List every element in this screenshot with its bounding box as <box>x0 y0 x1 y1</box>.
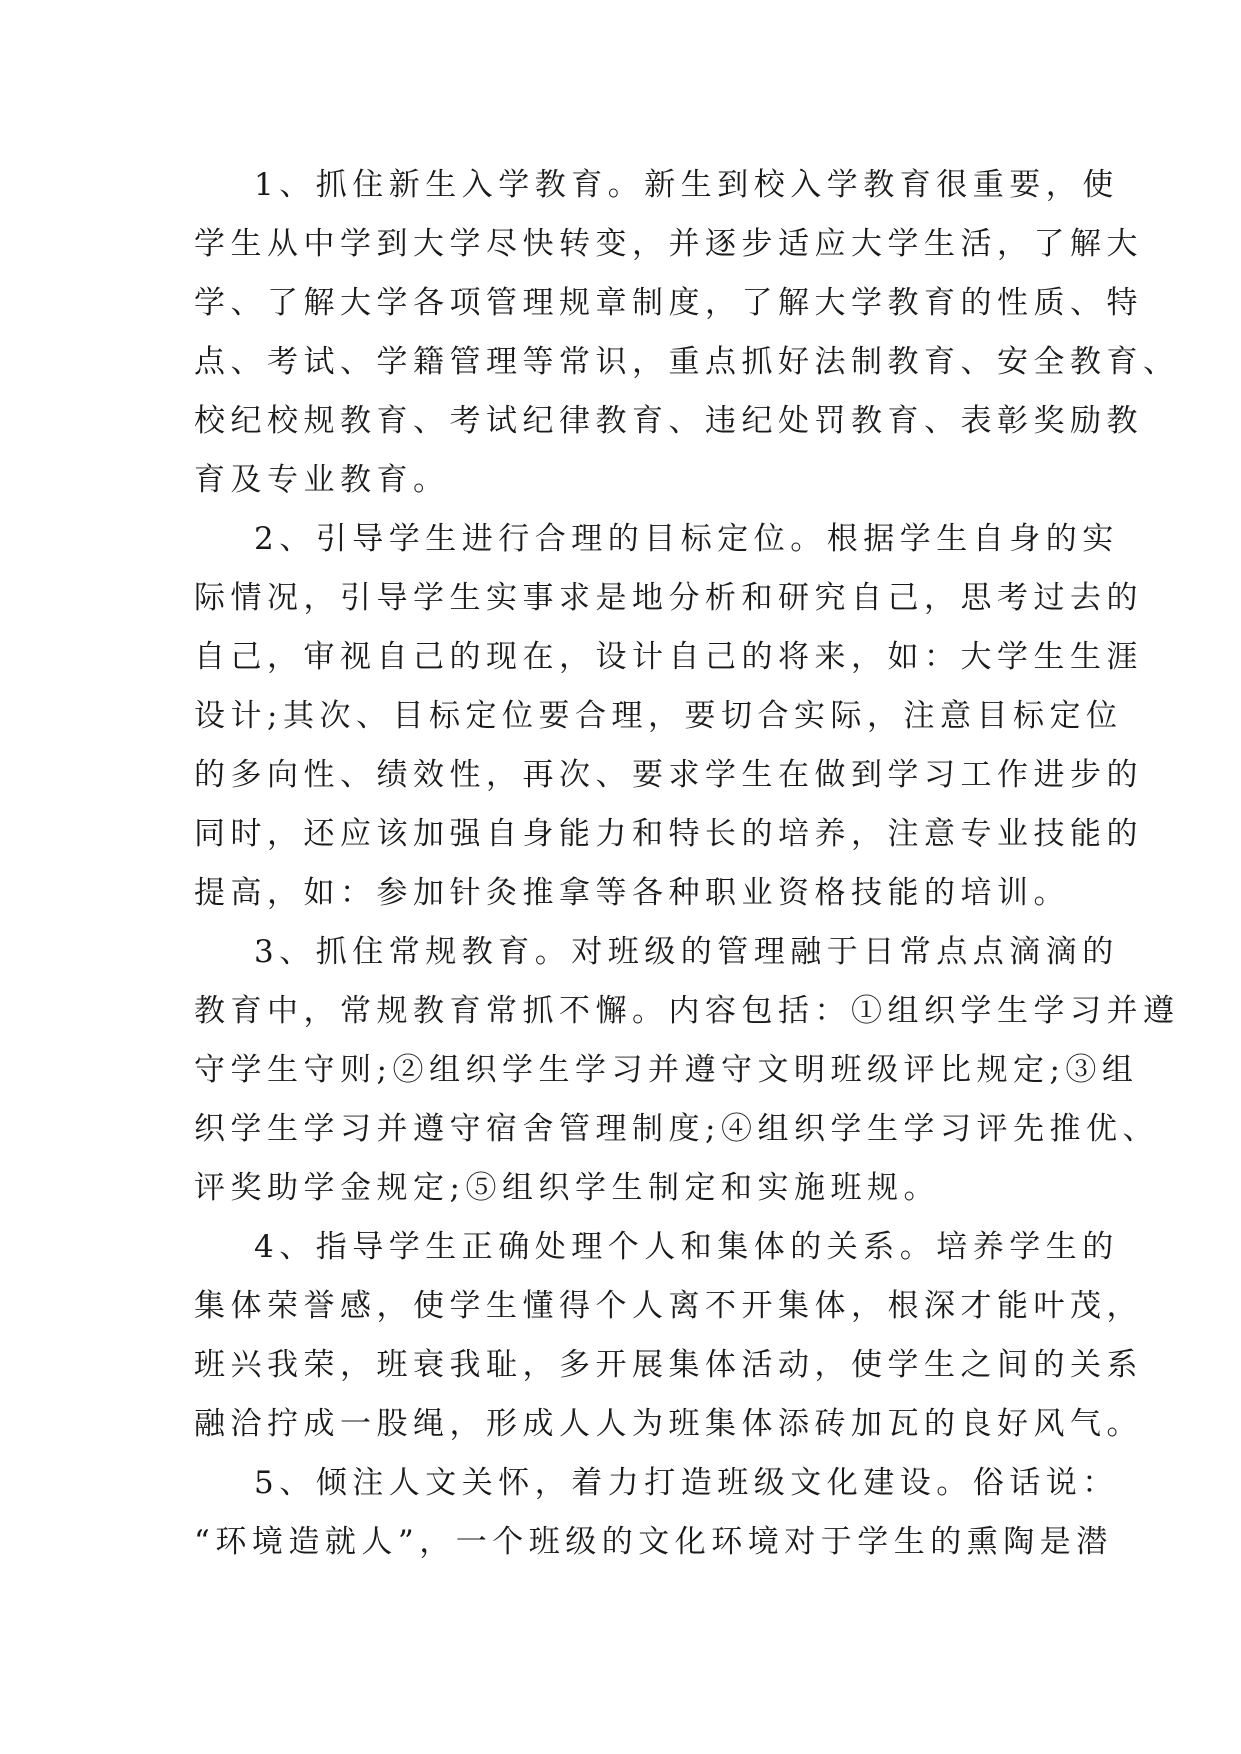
text-line: 提高，如：参加针灸推拿等各种职业资格技能的培训。 <box>194 875 1070 911</box>
text-line: 守学生守则;②组织学生学习并遵守文明班级评比规定;③组 <box>194 1052 1139 1088</box>
text-line: 集体荣誉感，使学生懂得个人离不开集体，根深才能叶茂， <box>194 1288 1143 1324</box>
text-line: “环境造就人”，一个班级的文化环境对于学生的熏陶是潜 <box>194 1524 1113 1560</box>
text-line: 评奖助学金规定;⑤组织学生制定和实施班规。 <box>194 1170 940 1206</box>
text-line: 育及专业教育。 <box>194 462 450 498</box>
text-line: 的多向性、绩效性，再次、要求学生在做到学习工作进步的 <box>194 757 1143 793</box>
text-line: 设计;其次、目标定位要合理，要切合实际，注意目标定位 <box>194 698 1123 734</box>
text-line: 校纪校规教育、考试纪律教育、违纪处罚教育、表彰奖励教 <box>194 403 1143 439</box>
text-line: 同时，还应该加强自身能力和特长的培养，注意专业技能的 <box>194 816 1143 852</box>
text-line: 教育中，常规教育常抓不懈。内容包括：①组织学生学习并遵 <box>194 993 1180 1029</box>
text-line: 际情况，引导学生实事求是地分析和研究自己，思考过去的 <box>194 580 1143 616</box>
text-line: 4、指导学生正确处理个人和集体的关系。培养学生的 <box>254 1229 1119 1265</box>
text-line: 融洽拧成一股绳，形成人人为班集体添砖加瓦的良好风气。 <box>194 1406 1143 1442</box>
text-line: 学生从中学到大学尽快转变，并逐步适应大学生活，了解大 <box>194 226 1143 262</box>
text-line: 2、引导学生进行合理的目标定位。根据学生自身的实 <box>254 521 1119 557</box>
text-line: 3、抓住常规教育。对班级的管理融于日常点点滴滴的 <box>254 934 1119 970</box>
text-line: 班兴我荣，班衰我耻，多开展集体活动，使学生之间的关系 <box>194 1347 1143 1383</box>
text-line: 点、考试、学籍管理等常识，重点抓好法制教育、安全教育、 <box>194 344 1180 380</box>
text-line: 自己，审视自己的现在，设计自己的将来，如：大学生生涯 <box>194 639 1143 675</box>
text-line: 织学生学习并遵守宿舍管理制度;④组织学生学习评先推优、 <box>194 1111 1159 1147</box>
text-line: 5、倾注人文关怀，着力打造班级文化建设。俗话说： <box>254 1465 1119 1501</box>
text-line: 学、了解大学各项管理规章制度，了解大学教育的性质、特 <box>194 285 1143 321</box>
text-line: 1、抓住新生入学教育。新生到校入学教育很重要，使 <box>254 167 1119 203</box>
